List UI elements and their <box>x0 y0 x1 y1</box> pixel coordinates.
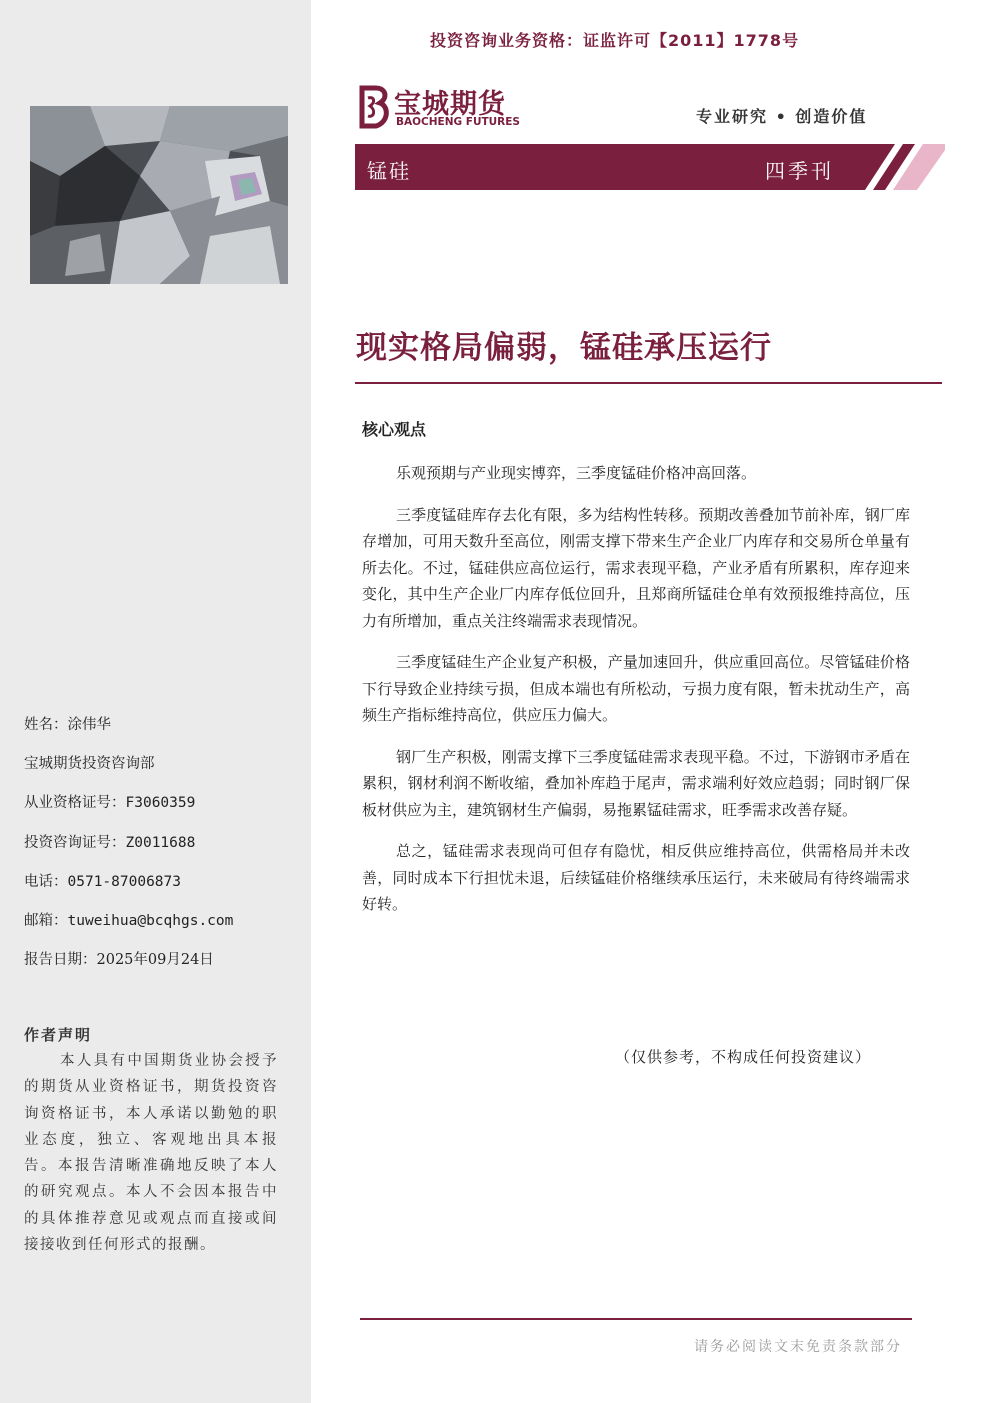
author-dept: 宝城期货投资咨询部 <box>24 756 155 773</box>
logo-english-name: BAOCHENG FUTURES <box>396 116 520 128</box>
company-logo <box>356 82 536 132</box>
author-consult-cert: 投资咨询证号：Z0011688 <box>24 834 196 851</box>
title-divider <box>355 382 942 384</box>
author-phone: 电话：0571-87006873 <box>24 873 181 890</box>
cover-photo <box>30 106 288 284</box>
paragraph: 钢厂生产积极，刚需支撑下三季度锰硅需求表现平稳。不过，下游钢市矛盾在累积，钢材利润不断收缩，叠加补库趋于尾声，需求端利好效应趋弱；同时钢厂保板材供应为主，建筑钢材生产偏弱，易拖累锰硅需求，旺季需求改善存疑。 <box>362 747 910 819</box>
report-date: 报告日期：2025年09月24日 <box>24 952 214 969</box>
report-type-label: 四季刊 <box>765 159 834 183</box>
report-title: 现实格局偏弱，锰硅承压运行 <box>356 330 772 366</box>
license-text: 投资咨询业务资格：证监许可【2011】1778号 <box>430 31 800 50</box>
author-info <box>24 706 294 980</box>
core-views <box>362 460 910 933</box>
author-cert: 从业资格证号：F3060359 <box>24 795 196 812</box>
section-heading: 核心观点 <box>362 420 427 439</box>
paragraph: 三季度锰硅生产企业复产积极，产量加速回升，供应重回高位。尽管锰硅价格下行导致企业持续亏损，但成本端也有所松动，亏损力度有限，暂未扰动生产，高频生产指标维持高位，供应压力偏大。 <box>362 653 910 724</box>
footer-disclaimer: 请务必阅读文末免责条款部分 <box>694 1339 902 1355</box>
paragraph: 总之，锰硅需求表现尚可但存有隐忧，相反供应维持高位，供需格局并未改善，同时成本下行担忧未退，后续锰硅价格继续承压运行，未来破局有待终端需求好转。 <box>362 842 910 913</box>
footer-divider <box>360 1318 912 1320</box>
logo-chinese-name: 宝城期货 <box>394 89 506 120</box>
declaration-heading: 作者声明 <box>24 1026 93 1044</box>
logo-mark-icon <box>356 84 392 130</box>
slogan: 专业研究 • 创造价值 <box>696 107 868 126</box>
author-name: 姓名：涂伟华 <box>24 717 111 733</box>
category-banner <box>355 144 945 190</box>
category-label: 锰硅 <box>367 159 411 183</box>
paragraph: 三季度锰硅库存去化有限，多为结构性转移。预期改善叠加节前补库，钢厂库存增加，可用天数升至高位，刚需支撑下带来生产企业厂内库存和交易所仓单量有所去化。不过，锰硅供应高位运行，需求表现平稳，产业矛盾有所累积，库存迎来变化，其中生产企业厂内库存低位回升，且郑商所锰硅仓单有效预报维持高位，压力有所增加，重点关注终端需求表现情况。 <box>362 505 910 630</box>
declaration-body: 本人具有中国期货业协会授予的期货从业资格证书，期货投资咨询资格证书，本人承诺以勤勉的职业态度，独立、客观地出具本报告。本报告清晰准确地反映了本人的研究观点。本人不会因本报告中的具体推荐意见或观点而直接或间接接收到任何形式的报酬。 <box>24 1053 278 1254</box>
author-email[interactable]: 邮箱：tuweihua@bcqhgs.com <box>24 913 234 930</box>
reference-note: （仅供参考，不构成任何投资建议） <box>615 1048 872 1066</box>
paragraph: 乐观预期与产业现实博弈，三季度锰硅价格冲高回落。 <box>396 464 757 482</box>
